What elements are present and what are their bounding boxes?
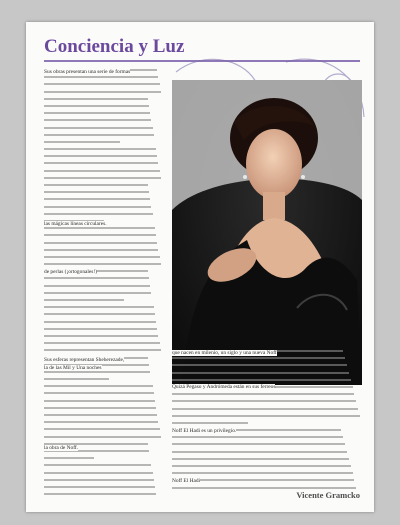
earring-right <box>301 175 305 179</box>
left-text-pearls: de perlas (¡ortogonales!) <box>44 269 97 275</box>
text-line <box>44 472 153 474</box>
text-line <box>44 464 151 466</box>
text-line <box>44 479 154 481</box>
article-title: Conciencia y Luz <box>44 36 185 57</box>
text-line <box>44 313 155 315</box>
text-line <box>172 458 349 460</box>
text-line <box>44 191 149 193</box>
text-line <box>44 155 157 157</box>
text-line <box>44 306 154 308</box>
text-line <box>44 83 160 85</box>
text-line <box>172 364 347 366</box>
text-line <box>172 465 351 467</box>
left-text-noff: la obra de Noff. <box>44 445 79 451</box>
text-line <box>44 407 156 409</box>
text-line <box>44 428 160 430</box>
portrait-illustration <box>172 80 362 385</box>
text-line <box>44 392 154 394</box>
text-line <box>172 393 354 395</box>
text-line <box>44 321 156 323</box>
text-line <box>44 148 156 150</box>
right-text-closing: Noff El Hadi <box>172 478 201 484</box>
text-line <box>172 357 345 359</box>
right-text-noff-hadi: Noff El Hadi es un privilegio. <box>172 428 237 434</box>
text-line <box>44 263 161 265</box>
text-line <box>44 91 161 93</box>
text-line <box>44 349 161 351</box>
text-line <box>44 98 148 100</box>
text-line <box>44 206 151 208</box>
text-line <box>44 371 150 373</box>
text-line <box>172 379 351 381</box>
text-line <box>172 487 356 489</box>
text-line <box>44 385 153 387</box>
text-line <box>44 328 157 330</box>
text-line <box>44 112 150 114</box>
magazine-page <box>26 22 374 512</box>
left-text-lines <box>44 69 162 500</box>
face <box>246 129 302 199</box>
text-line <box>44 342 160 344</box>
text-line <box>44 134 154 136</box>
text-line <box>44 141 120 143</box>
text-line <box>172 408 358 410</box>
text-line <box>44 227 155 229</box>
text-line <box>172 472 353 474</box>
right-text-lines <box>172 350 362 494</box>
text-line <box>44 486 155 488</box>
text-line <box>44 292 151 294</box>
text-line <box>44 335 158 337</box>
text-line <box>44 378 109 380</box>
text-line <box>172 372 349 374</box>
text-line <box>44 249 158 251</box>
left-text-spheres: Sus esferas representan Sheherezade, <box>44 357 125 363</box>
left-text-column <box>44 69 162 506</box>
text-line <box>44 105 149 107</box>
text-line <box>44 421 158 423</box>
earring-left <box>243 175 247 179</box>
portrait-photo <box>172 80 362 385</box>
text-line <box>44 285 150 287</box>
text-line <box>44 242 157 244</box>
text-line <box>44 400 155 402</box>
text-line <box>172 451 347 453</box>
text-line <box>44 299 124 301</box>
right-text-opening: que nacen en milenio, un siglo y una nueva Noff <box>172 350 277 356</box>
text-line <box>172 443 345 445</box>
text-line <box>44 162 158 164</box>
decorative-swirl-left <box>176 59 256 82</box>
text-line <box>172 422 248 424</box>
text-line <box>172 436 343 438</box>
neck <box>263 192 285 220</box>
text-line <box>44 493 156 495</box>
right-text-pegaso: Quizá Pegaso y Andrómeda están en sus ferreos <box>172 384 276 390</box>
text-line <box>44 127 153 129</box>
left-text-nights: la de las Mil y Una noches <box>44 365 102 371</box>
text-line <box>44 170 160 172</box>
text-line <box>44 457 94 459</box>
left-text-opening: Sus obras presentan una serie de formas <box>44 69 131 75</box>
text-line <box>44 277 149 279</box>
author-signature: Vicente Gramcko <box>296 490 360 500</box>
text-line <box>44 177 161 179</box>
text-line <box>44 76 158 78</box>
text-line <box>44 119 151 121</box>
text-line <box>44 198 150 200</box>
text-line <box>44 213 153 215</box>
text-line <box>172 400 356 402</box>
right-text-column <box>172 350 362 502</box>
text-line <box>172 415 360 417</box>
text-line <box>44 184 148 186</box>
text-line <box>44 414 157 416</box>
text-line <box>44 256 160 258</box>
left-text-subject: las mágicas líneas circulares. <box>44 221 107 227</box>
text-line <box>44 234 156 236</box>
text-line <box>44 436 161 438</box>
